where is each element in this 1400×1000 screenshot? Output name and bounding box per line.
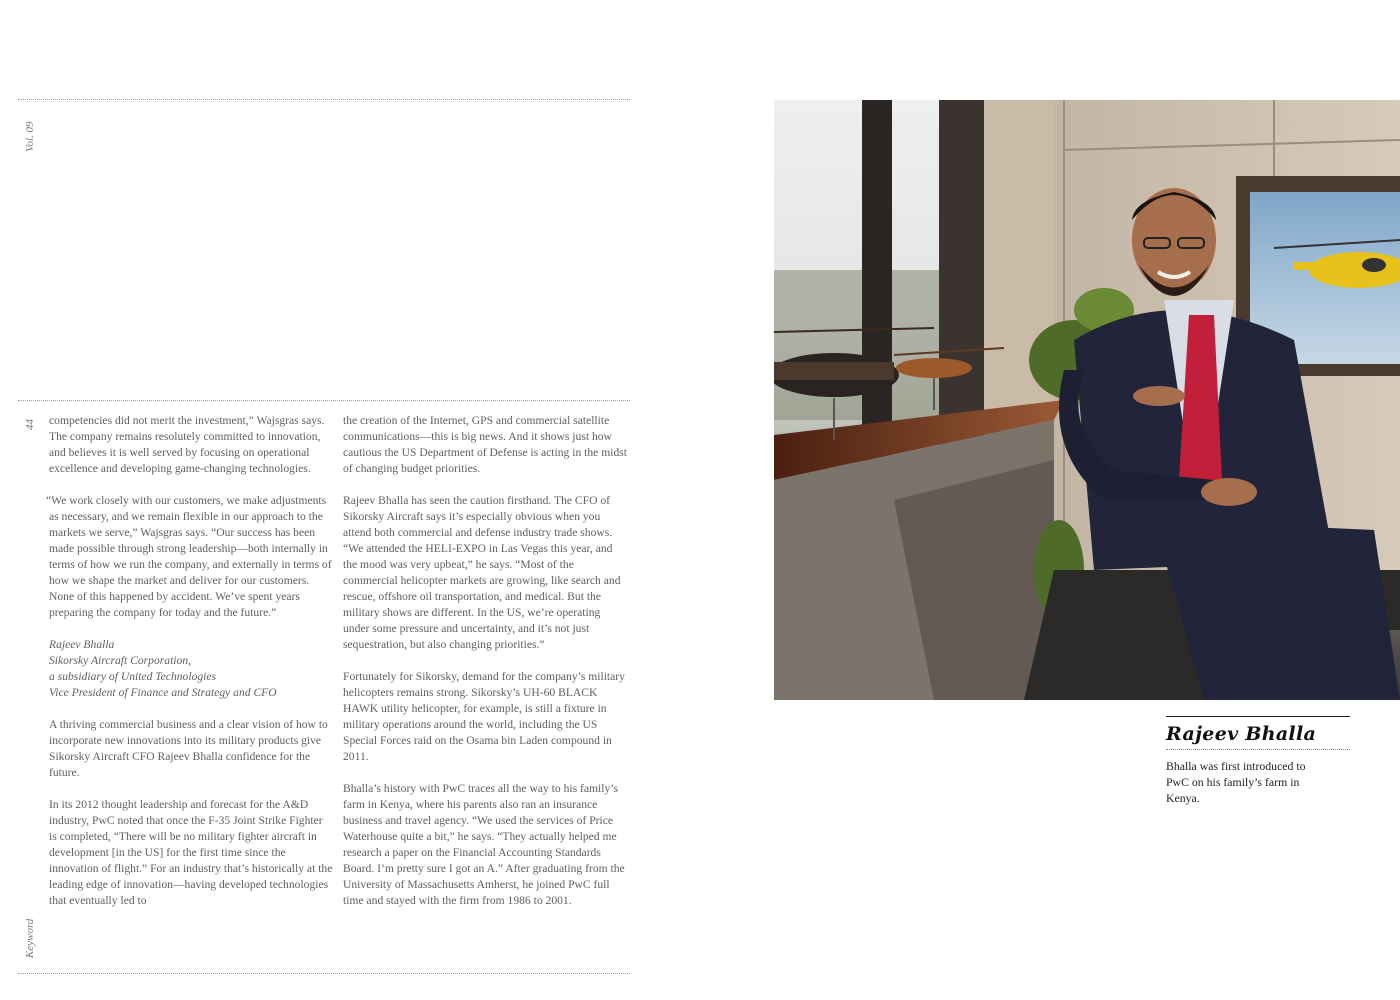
paragraph: In its 2012 thought leadership and forecast for the A&D industry, PwC noted that once the F-35 Joint Strike Fighter is completed, “There will be no military fighter aircraft in development [in the US] for the first time since the innovation of flight.” For an industry that’s historically at the leading edge of innovation—having developed technologies that eventually led to (49, 798, 333, 907)
caption-dotted-rule (1166, 749, 1350, 750)
attribution-company: Sikorsky Aircraft Corporation, (49, 654, 192, 667)
section-label: Keyword (24, 918, 36, 958)
top-dotted-rule (18, 99, 630, 100)
attribution-title: Vice President of Finance and Strategy and CFO (49, 686, 277, 699)
paragraph: A thriving commercial business and a clear vision of how to incorporate new innovations into its military products give Sikorsky Aircraft CFO Rajeev Bhalla confidence for the future. (49, 718, 328, 779)
photo-caption (1166, 716, 1350, 806)
paragraph: the creation of the Internet, GPS and commercial satellite communications—this is big news. And it shows just how cautious the US Department of Defense is acting in the midst of changing budget priorities. (343, 414, 627, 475)
quote-paragraph: “We work closely with our customers, we make adjustments as necessary, and we remain flexible in our approach to the markets we serve,” Wajsgras says. “Our success has been made possible through strong leadership—both internally in terms of how we run the company, and externally in terms of how we shape the market and deliver for our customers. None of this happened by accident. We’ve spent years preparing the company for today and the future.” (46, 494, 332, 619)
caption-top-rule (1166, 716, 1350, 717)
volume-label: Vol. 09 (24, 121, 36, 152)
caption-name: Rajeev Bhalla (1166, 723, 1317, 745)
caption-text: Bhalla was first introduced to PwC on his family’s farm in Kenya. (1166, 759, 1306, 805)
paragraph: Fortunately for Sikorsky, demand for the company’s military helicopters remains strong. Sikorsky’s UH-60 BLACK HAWK utility helicopter, for example, is still a fixture in military operations around the world, including the US Special Forces raid on the Osama bin Laden compound in 2011. (343, 670, 625, 763)
middle-dotted-rule (18, 400, 630, 401)
attribution-subsidiary: a subsidiary of United Technologies (49, 670, 217, 683)
paragraph: competencies did not merit the investment,” Wajsgras says. The company remains resolutely committed to innovation, and believes it is well served by focusing on operational excellence and developing game-changing technologies. (49, 414, 325, 475)
article-column-1 (46, 413, 333, 925)
article-column-2 (343, 413, 627, 925)
attribution-name: Rajeev Bhalla (49, 638, 115, 651)
bottom-dotted-rule (18, 973, 630, 974)
page-number: 44 (24, 419, 36, 430)
paragraph: Rajeev Bhalla has seen the caution firsthand. The CFO of Sikorsky Aircraft says it’s especially obvious when you attend both commercial and defense industry trade shows. “We attended the HELI-EXPO in Las Vegas this year, and the mood was very upbeat,” he says. “Most of the commercial helicopter markets are growing, like search and rescue, offshore oil transportation, and medical. But the military shows are different. In the US, we’re operating under some pressure and uncertainty, and it’s not just sequestration, but also changing priorities.” (343, 494, 621, 651)
portrait-illustration (774, 100, 1400, 700)
paragraph: Bhalla’s history with PwC traces all the way to his family’s farm in Kenya, where his parents also ran an insurance business and travel agency. “We used the services of Price Waterhouse quite a bit,” he says. “They actually helped me research a paper on the Financial Accounting Standards Board. I’m pretty sure I got an A.” After graduating from the University of Massachusetts Amherst, he joined PwC full time and stayed with the firm from 1986 to 2001. (343, 782, 625, 907)
portrait-photo (774, 100, 1400, 700)
quote-attribution (49, 637, 333, 701)
